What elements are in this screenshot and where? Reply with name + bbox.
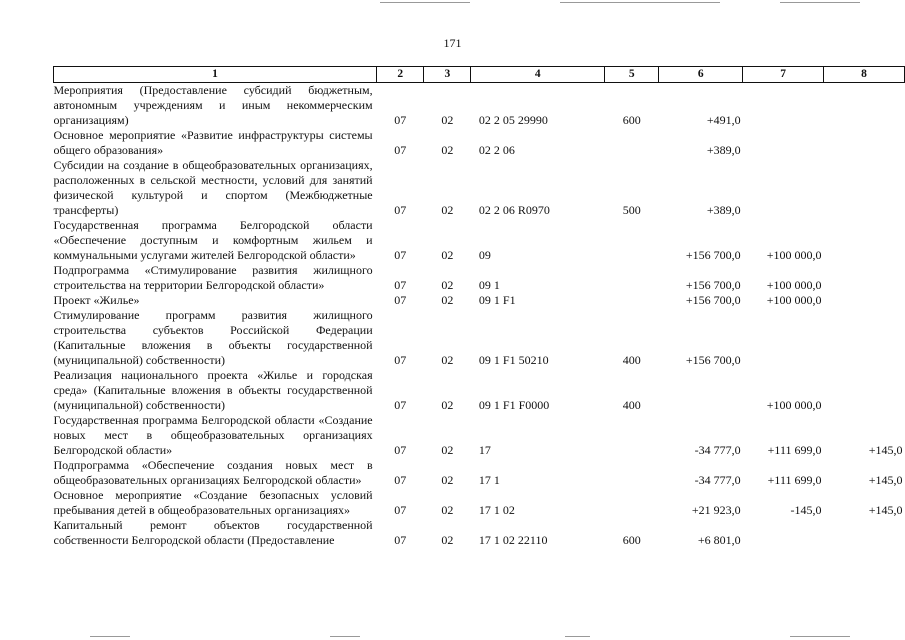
expense-type-code: 600 <box>622 533 641 547</box>
amount-col6: -34 777,0 <box>694 473 741 487</box>
amount-col7: -145,0 <box>790 503 822 517</box>
subsection-code: 02 <box>441 353 454 367</box>
bottom-scan-line <box>565 636 590 637</box>
subsection-code: 02 <box>441 473 454 487</box>
top-scan-line <box>780 2 860 3</box>
section-code: 07 <box>394 443 407 457</box>
column-header: 8 <box>824 67 905 83</box>
table-header-row <box>54 67 905 83</box>
expense-type-code <box>605 218 659 263</box>
row-name: Реализация национального проекта «Жилье и городская среда» (Капитальные вложения в объекты государственной (муниципальной) собственности) <box>53 368 373 412</box>
expense-type-code: 400 <box>622 353 641 367</box>
target-article-code: 09 1 F1 <box>478 293 516 307</box>
subsection-code: 02 <box>441 143 454 157</box>
amount-col8 <box>824 218 905 263</box>
table-row <box>54 263 905 293</box>
amount-col7: +111 699,0 <box>767 443 822 457</box>
subsection-code: 02 <box>441 443 454 457</box>
expense-type-code <box>605 488 659 518</box>
table-row <box>54 218 905 263</box>
column-header: 1 <box>54 67 377 83</box>
expense-type-code <box>605 128 659 158</box>
table-row <box>54 293 905 308</box>
amount-col7 <box>743 128 824 158</box>
section-code: 07 <box>394 398 407 412</box>
column-header: 2 <box>377 67 424 83</box>
bottom-scan-line <box>90 636 130 637</box>
row-name: Подпрограмма «Обеспечение создания новых мест в общеобразовательных организациях Белгородской области» <box>53 458 373 487</box>
amount-col6: +156 700,0 <box>685 248 741 262</box>
row-name: Основное мероприятие «Создание безопасных условий пребывания детей в общеобразовательных организациях» <box>53 488 373 517</box>
table-row <box>54 413 905 458</box>
column-header: 3 <box>424 67 471 83</box>
target-article-code: 09 1 <box>478 278 500 292</box>
bottom-scan-line <box>330 636 360 637</box>
table-row <box>54 518 905 548</box>
amount-col7: +100 000,0 <box>766 248 822 262</box>
target-article-code: 09 1 F1 F0000 <box>478 398 550 412</box>
row-name: Государственная программа Белгородской области «Создание новых мест в общеобразовательных организациях Белгородской области» <box>53 413 373 457</box>
expense-type-code <box>605 413 659 458</box>
amount-col6: +389,0 <box>706 143 741 157</box>
top-scan-line <box>560 2 720 3</box>
amount-col6: +389,0 <box>706 203 741 217</box>
amount-col8 <box>824 518 905 548</box>
section-code: 07 <box>394 143 407 157</box>
expense-type-code <box>605 458 659 488</box>
subsection-code: 02 <box>441 203 454 217</box>
subsection-code: 02 <box>441 278 454 292</box>
section-code: 07 <box>394 113 407 127</box>
amount-col6: +156 700,0 <box>685 278 741 292</box>
table-row <box>54 158 905 218</box>
target-article-code: 17 1 02 <box>478 503 515 517</box>
section-code: 07 <box>394 248 407 262</box>
table-row <box>54 488 905 518</box>
target-article-code: 02 2 06 R0970 <box>478 203 550 217</box>
amount-col6: +156 700,0 <box>685 293 741 307</box>
amount-col8 <box>824 308 905 368</box>
amount-col8 <box>824 263 905 293</box>
subsection-code: 02 <box>441 533 454 547</box>
expense-type-code: 500 <box>622 203 641 217</box>
subsection-code: 02 <box>441 113 454 127</box>
target-article-code: 09 1 F1 50210 <box>478 353 549 367</box>
amount-col7 <box>743 518 824 548</box>
row-name: Проект «Жилье» <box>53 293 140 307</box>
amount-col8 <box>824 368 905 413</box>
target-article-code: 02 2 05 29990 <box>478 113 548 127</box>
section-code: 07 <box>394 293 407 307</box>
amount-col8: +145,0 <box>868 503 903 517</box>
subsection-code: 02 <box>441 248 454 262</box>
row-name: Основное мероприятие «Развитие инфраструктуры системы общего образования» <box>53 128 373 157</box>
row-name: Государственная программа Белгородской области «Обеспечение доступным и комфортным жильем и коммунальными услугами жителей Белгородской области» <box>53 218 373 262</box>
amount-col7: +111 699,0 <box>767 473 822 487</box>
table-row <box>54 368 905 413</box>
amount-col7: +100 000,0 <box>766 278 822 292</box>
table-row <box>54 83 905 129</box>
budget-table <box>53 66 905 548</box>
amount-col6: +21 923,0 <box>691 503 741 517</box>
amount-col6: +6 801,0 <box>697 533 741 547</box>
expense-type-code: 400 <box>622 398 641 412</box>
amount-col8 <box>824 158 905 218</box>
amount-col6 <box>659 368 743 413</box>
expense-type-code: 600 <box>622 113 641 127</box>
amount-col6: -34 777,0 <box>694 443 741 457</box>
amount-col7: +100 000,0 <box>766 398 822 412</box>
column-header: 5 <box>605 67 659 83</box>
expense-type-code <box>605 293 659 308</box>
section-code: 07 <box>394 503 407 517</box>
row-name: Капитальный ремонт объектов государственной собственности Белгородской области (Предоставление <box>53 518 373 547</box>
row-name: Субсидии на создание в общеобразовательных организациях, расположенных в сельской местности, условий для занятий физической культурой и спортом (Межбюджетные трансферты) <box>53 158 373 217</box>
subsection-code: 02 <box>441 293 454 307</box>
amount-col8 <box>824 83 905 129</box>
page-number: 171 <box>443 36 462 50</box>
amount-col7 <box>743 308 824 368</box>
amount-col6: +491,0 <box>706 113 741 127</box>
amount-col7: +100 000,0 <box>766 293 822 307</box>
row-name: Стимулирование программ развития жилищного строительства субъектов Российской Федерации (Капитальные вложения в объекты государственной (муниципальной) собственности) <box>53 308 373 367</box>
table-row <box>54 128 905 158</box>
column-header: 4 <box>471 67 605 83</box>
subsection-code: 02 <box>441 503 454 517</box>
expense-type-code <box>605 263 659 293</box>
amount-col7 <box>743 83 824 129</box>
amount-col8 <box>824 293 905 308</box>
target-article-code: 17 <box>478 443 491 457</box>
column-header: 7 <box>743 67 824 83</box>
amount-col8: +145,0 <box>868 473 903 487</box>
target-article-code: 02 2 06 <box>478 143 515 157</box>
target-article-code: 17 1 <box>478 473 500 487</box>
table-row <box>54 308 905 368</box>
row-name: Мероприятия (Предоставление субсидий бюджетным, автономным учреждениям и иным некоммерческим организациям) <box>53 83 373 127</box>
table-row <box>54 458 905 488</box>
subsection-code: 02 <box>441 398 454 412</box>
section-code: 07 <box>394 203 407 217</box>
top-scan-line <box>380 2 470 3</box>
target-article-code: 09 <box>478 248 491 262</box>
section-code: 07 <box>394 278 407 292</box>
column-header: 6 <box>659 67 743 83</box>
amount-col8: +145,0 <box>868 443 903 457</box>
section-code: 07 <box>394 353 407 367</box>
bottom-scan-line <box>790 636 850 637</box>
row-name: Подпрограмма «Стимулирование развития жилищного строительства на территории Белгородской области» <box>53 263 373 292</box>
amount-col8 <box>824 128 905 158</box>
amount-col6: +156 700,0 <box>685 353 741 367</box>
section-code: 07 <box>394 533 407 547</box>
section-code: 07 <box>394 473 407 487</box>
amount-col7 <box>743 158 824 218</box>
target-article-code: 17 1 02 22110 <box>478 533 548 547</box>
